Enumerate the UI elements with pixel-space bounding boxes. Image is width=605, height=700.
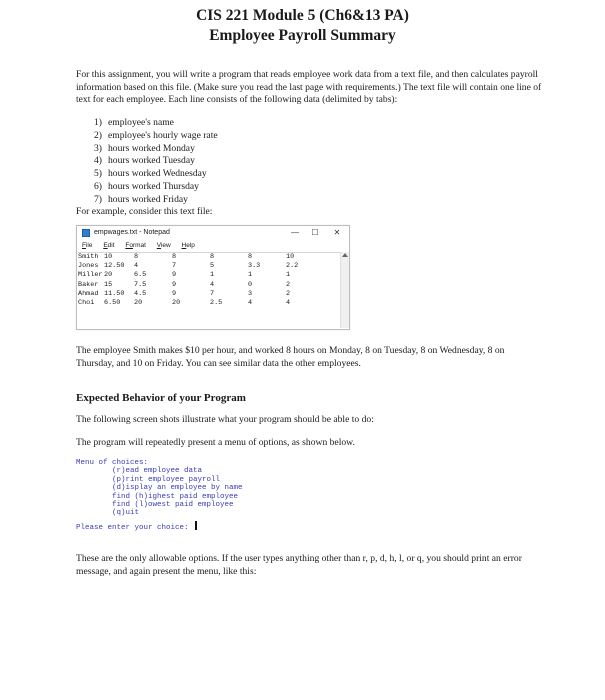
table-cell: 8 — [248, 253, 253, 261]
menu-option: find (h)ighest paid employee — [112, 492, 239, 501]
closing-paragraph: These are the only allowable options. If the user types anything other than r, p, d, h, l, or q, you should print an error message, and again present the menu, like this: — [76, 553, 522, 577]
notepad-titlebar — [77, 226, 349, 240]
table-cell: 9 — [172, 289, 177, 298]
notepad-title: empwages.txt - Notepad — [94, 229, 170, 236]
list-item: 1) employee's name — [94, 117, 174, 128]
list-item: 4) hours worked Tuesday — [94, 155, 195, 167]
table-cell: 4 — [248, 299, 253, 308]
table-cell: 10 — [104, 253, 113, 261]
table-cell: 4 — [286, 299, 291, 308]
prompt-text: Please enter your choice: — [76, 524, 194, 532]
table-cell: 20 — [104, 271, 113, 280]
table-cell: 20 — [172, 299, 181, 308]
menu-option: find (l)owest paid employee — [112, 501, 234, 510]
employee-data-table — [78, 253, 316, 308]
employee-name-cell: Miller — [78, 271, 103, 280]
employee-name-cell: Ahmad — [78, 289, 99, 298]
table-cell: 2.5 — [210, 299, 223, 308]
notepad-window — [76, 225, 350, 330]
example-intro: For example, consider this text file: — [76, 206, 213, 217]
table-cell: 15 — [104, 280, 113, 289]
table-cell: 4 — [210, 280, 215, 289]
console-prompt — [76, 521, 197, 533]
table-cell: 3.3 — [248, 262, 261, 271]
employee-name-cell: Choi — [78, 299, 95, 308]
close-button[interactable]: ✕ — [333, 228, 341, 237]
table-row — [78, 262, 316, 271]
menu-option: (r)ead employee data — [112, 467, 203, 476]
table-cell: 6.5 — [134, 271, 147, 280]
table-cell: 2 — [286, 280, 291, 289]
menu-intro: The program will repeatedly present a menu of options, as shown below. — [76, 437, 355, 448]
table-cell: 20 — [134, 299, 143, 308]
employee-name-cell: Jones — [78, 262, 99, 271]
notepad-menubar — [77, 241, 349, 251]
table-cell: 12.50 — [104, 262, 125, 271]
table-cell: 4 — [134, 262, 139, 271]
table-cell: 6.50 — [104, 299, 121, 308]
table-cell: 7 — [172, 262, 177, 271]
document-title — [0, 6, 605, 46]
menu-option: (q)uit — [112, 509, 140, 518]
requirements-list — [88, 117, 218, 207]
list-item: 7) hours worked Friday — [94, 193, 188, 205]
table-cell: 7.5 — [134, 280, 147, 289]
table-row — [78, 253, 316, 262]
table-cell: 1 — [210, 271, 215, 280]
table-cell: 2.2 — [286, 262, 299, 271]
menu-option: (p)rint employee payroll — [112, 475, 221, 484]
section-heading: Expected Behavior of your Program — [76, 392, 246, 404]
screens-intro: The following screen shots illustrate what your program should be able to do: — [76, 414, 374, 425]
table-cell: 1 — [248, 271, 253, 280]
notepad-text-area[interactable] — [78, 252, 340, 329]
menu-format[interactable]: Format — [125, 242, 146, 249]
table-row — [78, 299, 316, 308]
table-row — [78, 281, 316, 290]
table-row — [78, 290, 316, 299]
employee-name-cell: Baker — [78, 280, 99, 289]
table-cell: 10 — [286, 253, 295, 261]
table-cell: 7 — [210, 289, 215, 298]
notepad-scrollbar[interactable] — [340, 252, 349, 328]
menu-title: Menu of choices: — [76, 459, 149, 467]
menu-view[interactable]: View — [156, 242, 171, 249]
title-line-2: Employee Payroll Summary — [209, 27, 396, 44]
table-row — [78, 271, 316, 280]
table-cell: 1 — [286, 271, 291, 280]
text-cursor — [195, 521, 197, 530]
menu-help[interactable]: Help — [181, 242, 195, 249]
menu-option: (d)isplay an employee by name — [112, 484, 243, 493]
list-item: 3) hours worked Monday — [94, 142, 195, 154]
maximize-button[interactable]: ☐ — [311, 228, 319, 237]
menu-edit[interactable]: Edit — [103, 242, 115, 249]
scroll-up-arrow-icon[interactable] — [342, 253, 348, 257]
list-item: 2) employee's hourly wage rate — [94, 129, 218, 141]
table-cell: 8 — [210, 253, 215, 261]
intro-paragraph: For this assignment, you will write a program that reads employee work data from a text file, and then calculates payroll information based on this file. (Make sure you read the last page with requirements.) The text file will contain one line of text for each employee. Each line consists of the following data (delimited by tabs): — [76, 69, 542, 105]
notepad-icon — [82, 229, 90, 237]
table-cell: 8 — [172, 253, 177, 261]
console-menu — [76, 459, 243, 518]
table-cell: 8 — [134, 253, 139, 261]
employee-name-cell: Smith — [78, 253, 99, 261]
list-item: 6) hours worked Thursday — [94, 180, 199, 192]
table-cell: 0 — [248, 280, 253, 289]
minimize-button[interactable]: — — [291, 228, 299, 237]
title-line-1: CIS 221 Module 5 (Ch6&13 PA) — [196, 7, 409, 24]
table-cell: 4.5 — [134, 289, 147, 298]
list-item: 5) hours worked Wednesday — [94, 168, 207, 180]
table-cell: 9 — [172, 271, 177, 280]
menu-file[interactable]: File — [82, 242, 93, 249]
table-cell: 3 — [248, 289, 253, 298]
smith-explanation: The employee Smith makes $10 per hour, and worked 8 hours on Monday, 8 on Tuesday, 8 on Wednesday, 8 on Thursday, and 10 on Friday. You can see similar data the other employees. — [76, 345, 505, 369]
table-cell: 9 — [172, 280, 177, 289]
table-cell: 5 — [210, 262, 215, 271]
table-cell: 11.50 — [104, 289, 125, 298]
table-cell: 2 — [286, 289, 291, 298]
